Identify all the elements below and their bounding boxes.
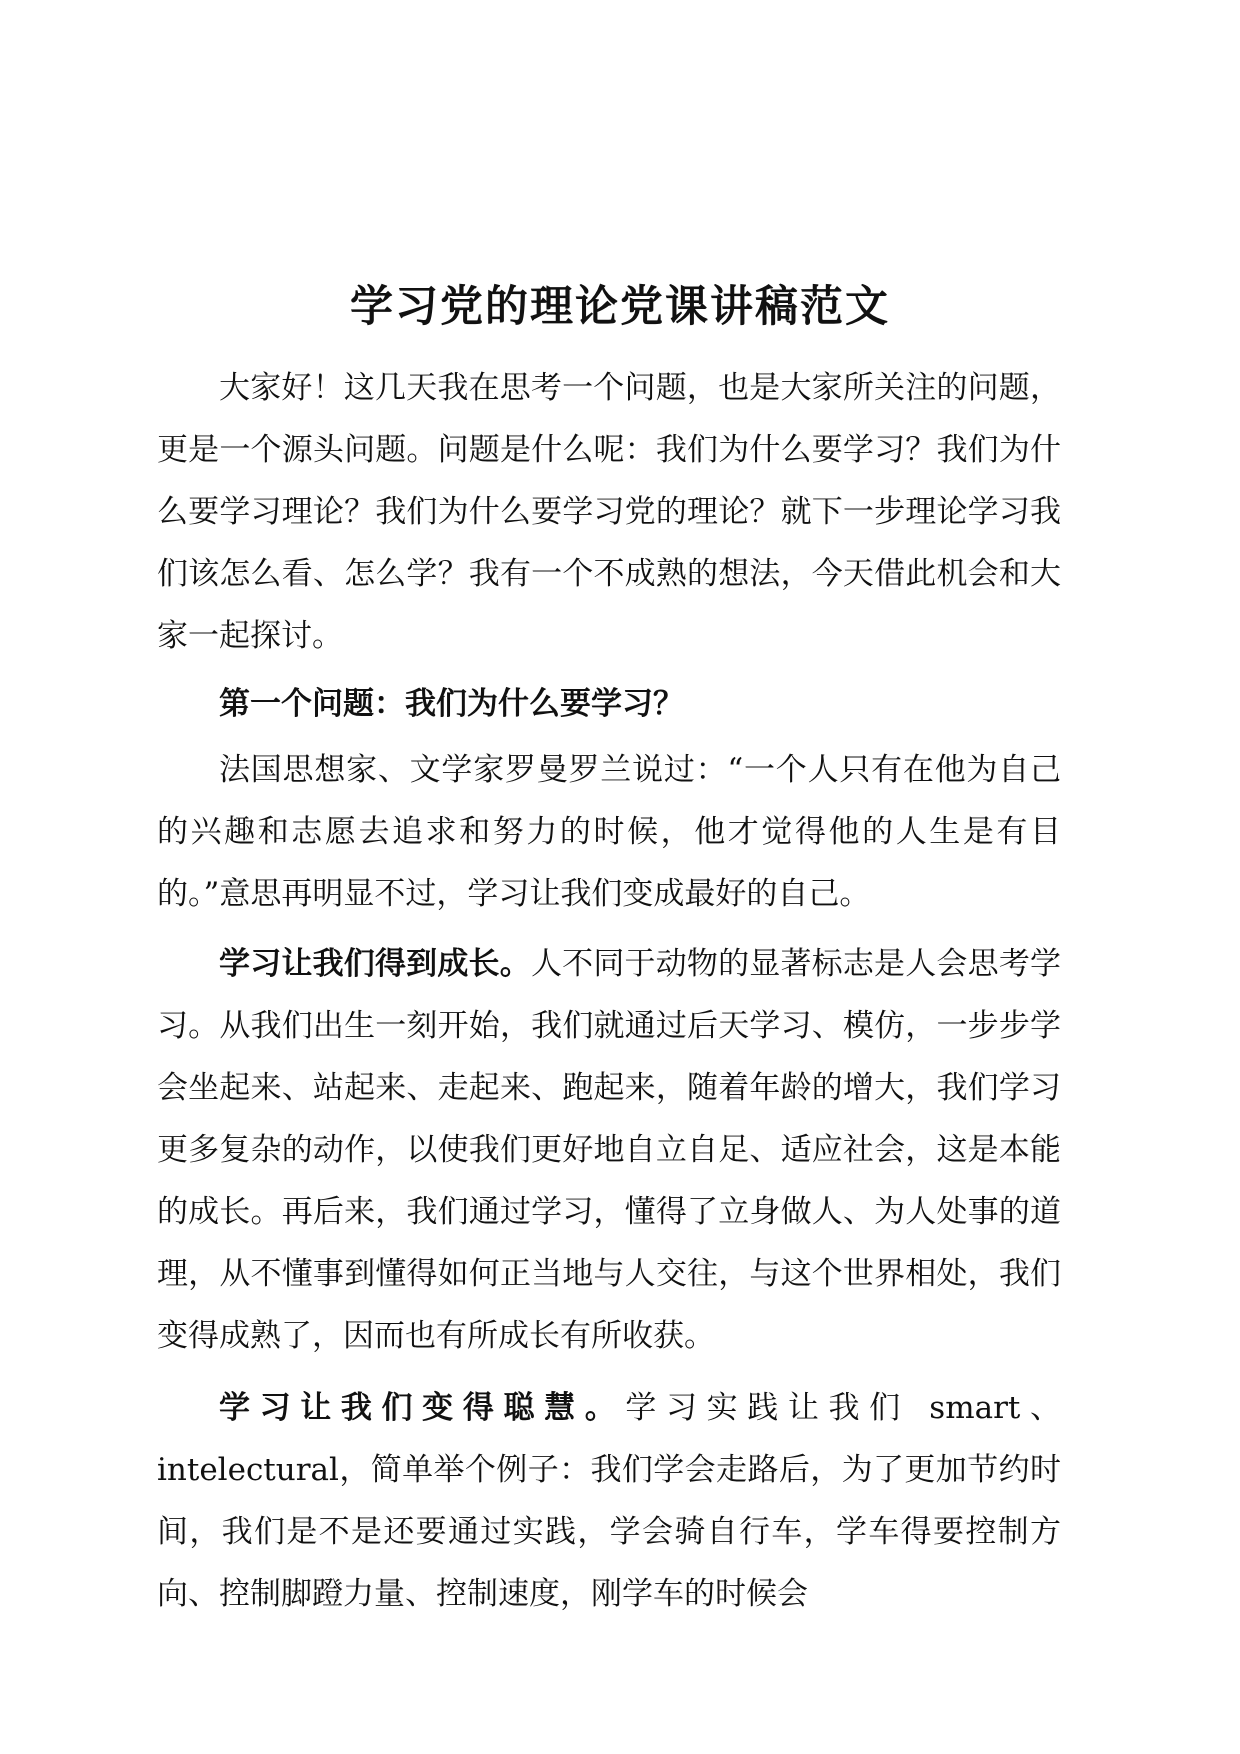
- wisdom-paragraph: [157, 1377, 1061, 1625]
- growth-body-text: 人不同于动物的显著标志是人会思考学习。从我们出生一刻开始，我们就通过后天学习、模仿，一步步学会坐起来、站起来、走起来、跑起来，随着年龄的增大，我们学习更多复杂的动作，以使我们更好地自立自足、适应社会，这是本能的成长。再后来，我们通过学习，懂得了立身做人、为人处事的道理，从不懂事到懂得如何正当地与人交往，与这个世界相处，我们变得成熟了，因而也有所成长有所收获。: [157, 946, 1062, 1354]
- quote-paragraph: 法国思想家、文学家罗曼罗兰说过：“一个人只有在他为自己的兴趣和志愿去追求和努力的时候，他才觉得他的人生是有目的。”意思再明显不过，学习让我们变成最好的自己。: [157, 752, 1061, 912]
- page-title: 学习党的理论党课讲稿范文: [350, 282, 890, 332]
- document-body: [157, 357, 1061, 1625]
- wisdom-lead-sentence: 学习让我们变得聪慧。: [219, 1390, 626, 1426]
- growth-paragraph: [157, 933, 1061, 1367]
- section-heading-1: 第一个问题：我们为什么要学习？: [219, 686, 684, 722]
- wisdom-body-text: 学习实践让我们 smart、intelectural，简单举个例子：我们学会走路后，为了更加节约时间，我们是不是还要通过实践，学会骑自行车，学车得要控制方向、控制脚蹬力量、控制速度，刚学车的时候会: [157, 1390, 1061, 1612]
- intro-paragraph: 大家好！这几天我在思考一个问题，也是大家所关注的问题，更是一个源头问题。问题是什么呢：我们为什么要学习？我们为什么要学习理论？我们为什么要学习党的理论？就下一步理论学习我们该怎么看、怎么学？我有一个不成熟的想法，今天借此机会和大家一起探讨。: [157, 370, 1061, 654]
- growth-lead-sentence: 学习让我们得到成长。: [219, 946, 531, 982]
